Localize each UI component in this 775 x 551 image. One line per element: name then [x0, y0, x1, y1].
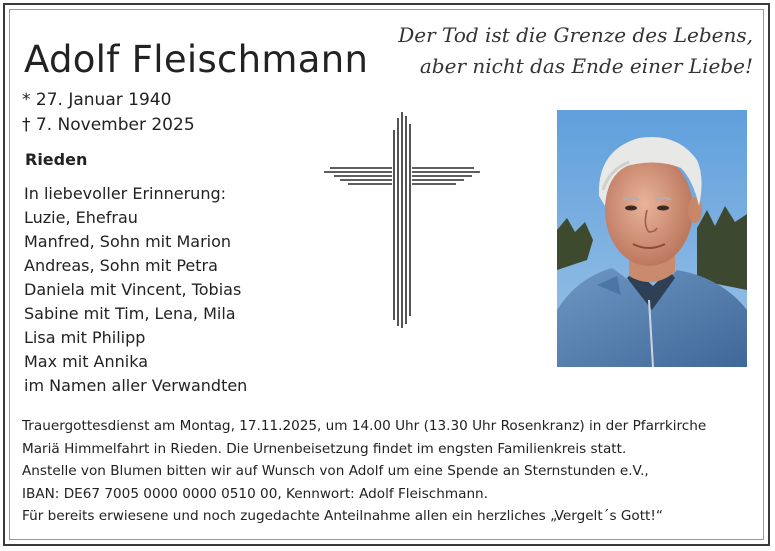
notice-line: Trauergottesdienst am Montag, 17.11.2025, um 14.00 Uhr (13.30 Uhr Rosenkranz) in der Pfarrkirche: [22, 418, 707, 434]
mourner-line: Sabine mit Tim, Lena, Mila: [24, 304, 236, 323]
mourner-line: Lisa mit Philipp: [24, 328, 146, 347]
notice-line: Anstelle von Blumen bitten wir auf Wunsch von Adolf um eine Spende an Sternstunden e.V.,: [22, 463, 649, 479]
mourner-line: Daniela mit Vincent, Tobias: [24, 280, 242, 299]
service-notice: [22, 415, 757, 528]
cross-icon: [322, 110, 482, 330]
portrait-photo: [557, 110, 747, 367]
mourner-line: Luzie, Ehefrau: [24, 208, 138, 227]
mourners-list: [24, 182, 247, 398]
notice-line: Mariä Himmelfahrt in Rieden. Die Urnenbeisetzung findet im engsten Familienkreis statt.: [22, 440, 627, 457]
mourner-line: im Namen aller Verwandten: [24, 376, 248, 395]
birth-date: * 27. Januar 1940: [22, 90, 172, 110]
mourner-line: Andreas, Sohn mit Petra: [24, 256, 218, 275]
deceased-name: Adolf Fleischmann: [24, 38, 369, 81]
mourners-intro: In liebevoller Erinnerung:: [24, 184, 226, 203]
death-date: † 7. November 2025: [22, 115, 195, 135]
quote-line-1: Der Tod ist die Grenze des Lebens,: [398, 23, 753, 47]
notice-line: Für bereits erwiesene und noch zugedachte Anteilnahme allen ein herzliches „Vergelt´s Gott!“: [22, 508, 663, 524]
quote-line-2: aber nicht das Ende einer Liebe!: [419, 54, 753, 78]
notice-line: IBAN: DE67 7005 0000 0000 0510 00, Kennwort: Adolf Fleischmann.: [22, 485, 488, 502]
mourner-line: Manfred, Sohn mit Marion: [24, 232, 232, 251]
life-dates: [22, 88, 195, 138]
mourner-line: Max mit Annika: [24, 352, 149, 371]
memorial-quote: [398, 20, 753, 82]
place-of-residence: Rieden: [25, 150, 88, 169]
